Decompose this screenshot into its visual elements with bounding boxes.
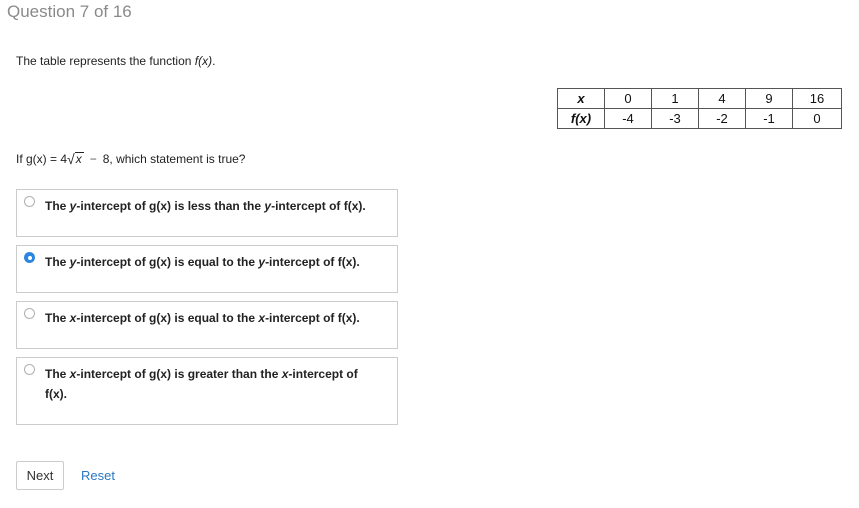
question-text — [16, 150, 245, 166]
choice-text-part: -intercept of f(x). — [265, 311, 360, 325]
choice-text-part: The — [45, 367, 70, 381]
choice-text-part: The — [45, 199, 70, 213]
question-minus: − — [89, 152, 97, 166]
choice-text-part: The — [45, 311, 70, 325]
table-cell-fx: -2 — [699, 109, 746, 129]
question-counter: Question 7 of 16 — [7, 2, 132, 21]
prompt-function-name: f(x) — [194, 54, 213, 68]
prompt-text — [16, 54, 215, 68]
radio-button-icon[interactable] — [24, 196, 35, 207]
choice-variable: x — [281, 367, 289, 381]
choice-text-part: The — [45, 255, 70, 269]
choice-text-part: -intercept of g(x) is greater than the — [76, 367, 282, 381]
answer-choice-label — [45, 252, 375, 272]
table-header-fx: f(x) — [558, 109, 605, 129]
answer-choice-label — [45, 364, 375, 404]
answer-choice-label — [45, 308, 375, 328]
choice-text-part: -intercept of g(x) is less than the — [76, 199, 265, 213]
next-button[interactable]: Next — [16, 461, 64, 490]
reset-link[interactable]: Reset — [81, 468, 115, 483]
table-cell-x: 0 — [605, 89, 652, 109]
choice-text-part: -intercept of f(x). — [271, 199, 366, 213]
square-root-icon: √ — [67, 151, 75, 167]
prompt-text-after: . — [212, 54, 216, 68]
choice-variable: x — [258, 311, 266, 325]
choice-variable: x — [69, 311, 77, 325]
answer-choice-3[interactable] — [16, 301, 398, 349]
choice-text-part: -intercept of f(x). — [45, 367, 358, 401]
answer-choice-2[interactable] — [16, 245, 398, 293]
choice-variable: y — [69, 199, 77, 213]
function-table — [557, 88, 842, 129]
table-cell-x: 16 — [793, 89, 842, 109]
table-header-x: x — [558, 89, 605, 109]
table-cell-fx: 0 — [793, 109, 842, 129]
prompt-text-before: The table represents the function — [16, 54, 195, 68]
question-prefix: If g(x) = 4 — [16, 152, 68, 166]
radio-button-selected-icon[interactable] — [24, 252, 35, 263]
table-cell-fx: -4 — [605, 109, 652, 129]
radio-button-icon[interactable] — [24, 308, 35, 319]
choice-text-part: -intercept of f(x). — [265, 255, 360, 269]
question-radicand: x — [75, 152, 82, 166]
table-cell-x: 4 — [699, 89, 746, 109]
question-suffix: 8, which statement is true? — [102, 152, 246, 166]
choice-variable: x — [69, 367, 77, 381]
choice-variable: y — [69, 255, 77, 269]
table-cell-fx: -1 — [746, 109, 793, 129]
answer-choice-4[interactable] — [16, 357, 398, 425]
table-row-x — [558, 89, 842, 109]
table-cell-x: 1 — [652, 89, 699, 109]
table-cell-x: 9 — [746, 89, 793, 109]
answer-choice-label — [45, 196, 375, 216]
answer-choice-1[interactable] — [16, 189, 398, 237]
radio-button-icon[interactable] — [24, 364, 35, 375]
choice-text-part: -intercept of g(x) is equal to the — [76, 311, 259, 325]
table-cell-fx: -3 — [652, 109, 699, 129]
choice-variable: y — [264, 199, 272, 213]
choice-text-part: -intercept of g(x) is equal to the — [76, 255, 259, 269]
table-row-fx — [558, 109, 842, 129]
choice-variable: y — [258, 255, 266, 269]
